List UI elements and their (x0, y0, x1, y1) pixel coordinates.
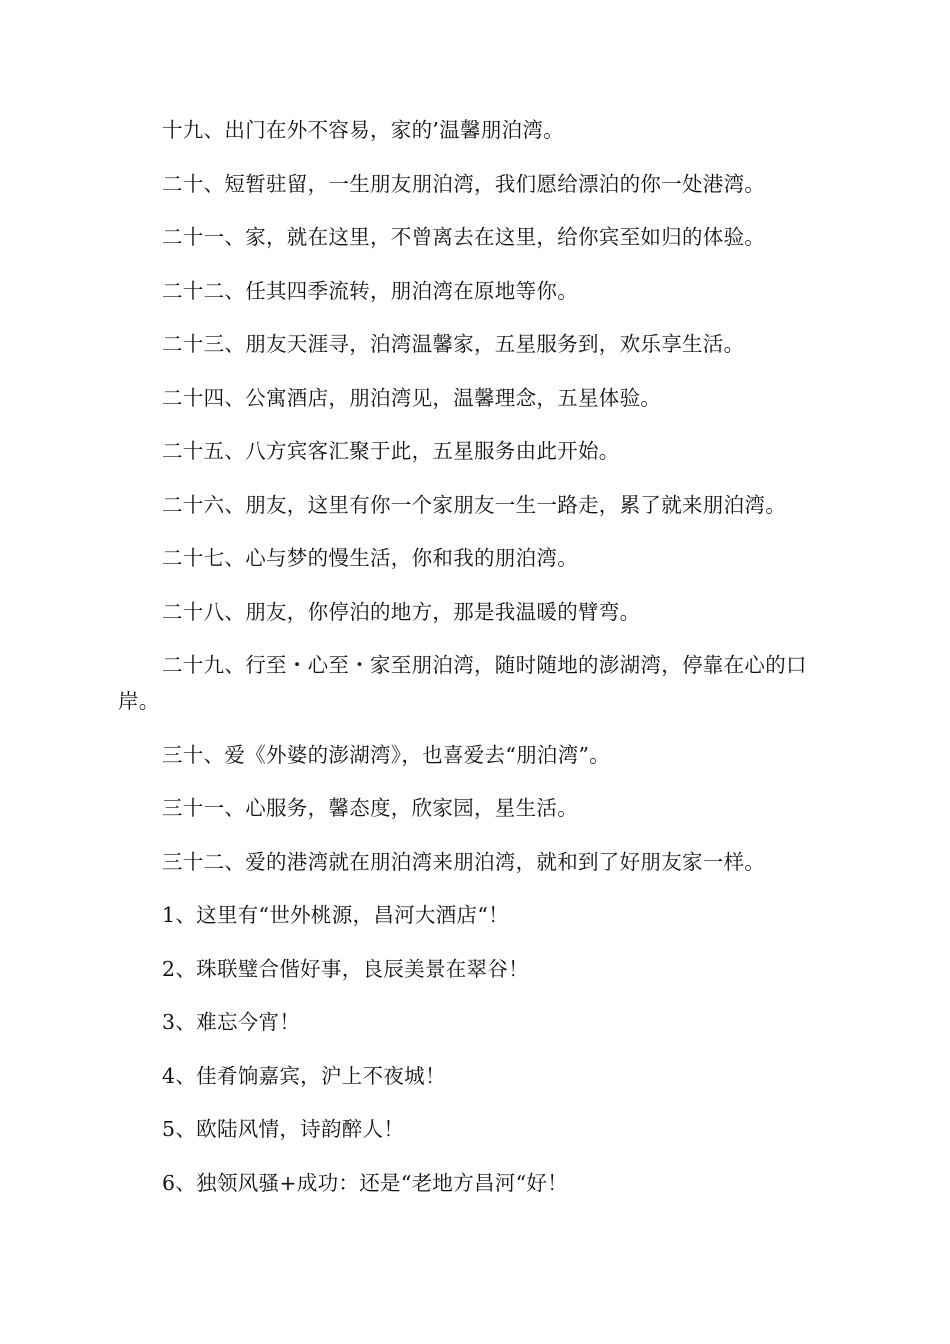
document-body (118, 112, 838, 1218)
paragraph: 二十二、任其四季流转，朋泊湾在原地等你。 (162, 278, 578, 303)
paragraph: 二十、短暂驻留，一生朋友朋泊湾，我们愿给漂泊的你一处港湾。 (162, 171, 766, 196)
paragraph: 二十一、家，就在这里，不曾离去在这里，给你宾至如归的体验。 (162, 225, 766, 249)
paragraph: 二十七、心与梦的慢生活，你和我的朋泊湾。 (162, 546, 578, 570)
paragraph: 2、珠联璧合偕好事，良辰美景在翠谷！ (162, 956, 529, 981)
paragraph: 三十二、爱的港湾就在朋泊湾来朋泊湾，就和到了好朋友家一样。 (162, 849, 766, 874)
paragraph: 二十三、朋友天涯寻，泊湾温馨家，五星服务到，欢乐享生活。 (162, 332, 745, 356)
paragraph: 三十、爱《外婆的澎湖湾》，也喜爱去“朋泊湾”。 (162, 742, 611, 767)
paragraph: 4、佳肴饷嘉宾，沪上不夜城！ (162, 1063, 446, 1088)
paragraph: 3、难忘今宵！ (162, 1010, 301, 1034)
paragraph: 二十六、朋友，这里有你一个家朋友一生一路走，累了就来朋泊湾。 (162, 492, 786, 517)
paragraph: 6、独领风骚+成功：还是“老地方昌河“好！ (162, 1170, 568, 1195)
paragraph: 十九、出门在外不容易，家的’温馨朋泊湾。 (162, 118, 565, 142)
paragraph: 二十八、朋友，你停泊的地方，那是我温暖的臂弯。 (162, 599, 641, 624)
paragraph: 二十九、行至・心至・家至朋泊湾，随时随地的澎湖湾，停靠在心的口岸。 (118, 653, 807, 713)
paragraph: 二十五、八方宾客汇聚于此，五星服务由此开始。 (162, 439, 620, 463)
paragraph: 5、欧陆风情，诗韵醉人！ (162, 1117, 405, 1141)
paragraph: 1、这里有“世外桃源，昌河大酒店“！ (162, 903, 509, 927)
paragraph: 二十四、公寓酒店，朋泊湾见，温馨理念，五星体验。 (162, 385, 662, 410)
paragraph: 三十一、心服务，馨态度，欣家园，星生活。 (162, 796, 578, 820)
